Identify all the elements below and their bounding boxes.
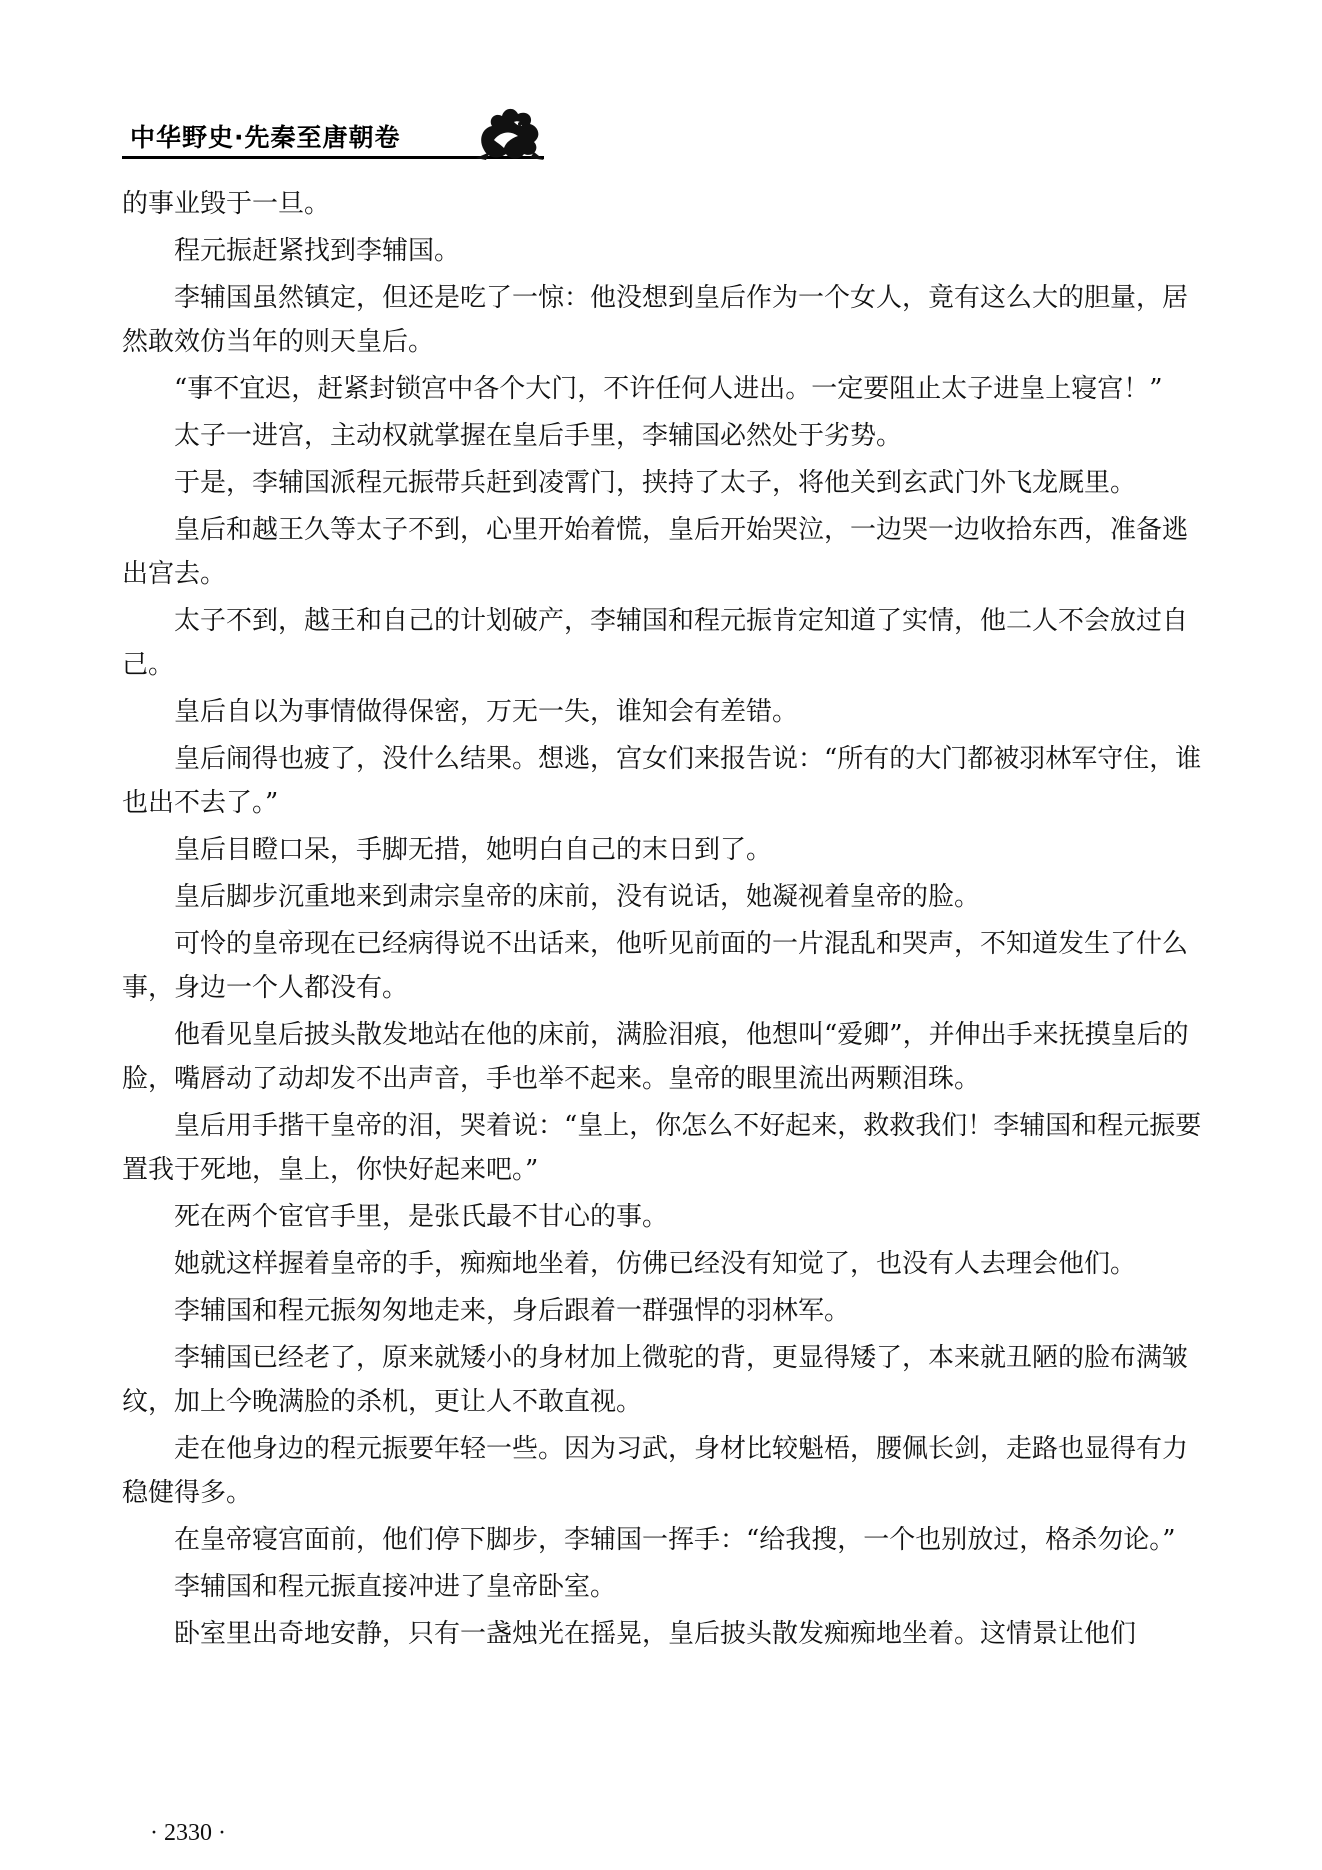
paragraph: 皇后自以为事情做得保密，万无一失，谁知会有差错。	[174, 697, 799, 727]
paragraph: 他看见皇后披头散发地站在他的床前，满脸泪痕，他想叫“爱卿”，并伸出手来抚摸皇后的脸，嘴唇动了动却发不出声音，手也举不起来。皇帝的眼里流出两颗泪珠。	[122, 1020, 1189, 1094]
paragraph: “事不宜迟，赶紧封锁宫中各个大门，不许任何人进出。一定要阻止太子进皇上寝宫！”	[174, 374, 1163, 404]
paragraph: 她就这样握着皇帝的手，痴痴地坐着，仿佛已经没有知觉了，也没有人去理会他们。	[174, 1249, 1137, 1279]
dragon-icon	[470, 100, 550, 166]
paragraph: 皇后闹得也疲了，没什么结果。想逃，宫女们来报告说：“所有的大门都被羽林军守住，谁也出不去了。”	[122, 744, 1202, 818]
paragraph: 的事业毁于一旦。	[122, 189, 331, 219]
body-text	[122, 182, 1212, 1656]
book-title: 中华野史·先秦至唐朝卷	[130, 123, 401, 152]
paragraph: 皇后和越王久等太子不到，心里开始着慌，皇后开始哭泣，一边哭一边收拾东西，准备逃出宫去。	[122, 515, 1189, 589]
paragraph: 皇后目瞪口呆，手脚无措，她明白自己的末日到了。	[174, 835, 773, 865]
paragraph: 死在两个宦官手里，是张氏最不甘心的事。	[174, 1202, 669, 1232]
paragraph: 李辅国虽然镇定，但还是吃了一惊：他没想到皇后作为一个女人，竟有这么大的胆量，居然敢效仿当年的则天皇后。	[122, 283, 1189, 357]
paragraph: 程元振赶紧找到李辅国。	[174, 236, 461, 266]
paragraph: 李辅国和程元振直接冲进了皇帝卧室。	[174, 1572, 617, 1602]
paragraph: 走在他身边的程元振要年轻一些。因为习武，身材比较魁梧，腰佩长剑，走路也显得有力稳健得多。	[122, 1434, 1189, 1508]
paragraph: 太子不到，越王和自己的计划破产，李辅国和程元振肯定知道了实情，他二人不会放过自己。	[122, 606, 1189, 680]
paragraph: 于是，李辅国派程元振带兵赶到凌霄门，挟持了太子，将他关到玄武门外飞龙厩里。	[174, 468, 1137, 498]
paragraph: 太子一进宫，主动权就掌握在皇后手里，李辅国必然处于劣势。	[174, 421, 903, 451]
paragraph: 卧室里出奇地安静，只有一盏烛光在摇晃，皇后披头散发痴痴地坐着。这情景让他们	[174, 1619, 1137, 1649]
paragraph: 皇后用手揩干皇帝的泪，哭着说：“皇上，你怎么不好起来，救救我们！李辅国和程元振要置我于死地，皇上，你快好起来吧。”	[122, 1111, 1202, 1185]
paragraph: 可怜的皇帝现在已经病得说不出话来，他听见前面的一片混乱和哭声，不知道发生了什么事，身边一个人都没有。	[122, 929, 1189, 1003]
paragraph: 在皇帝寝宫面前，他们停下脚步，李辅国一挥手：“给我搜，一个也别放过，格杀勿论。”	[174, 1525, 1176, 1555]
page-number: · 2330 ·	[150, 1820, 226, 1846]
paragraph: 李辅国和程元振匆匆地走来，身后跟着一群强悍的羽林军。	[174, 1296, 851, 1326]
paragraph: 李辅国已经老了，原来就矮小的身材加上微驼的背，更显得矮了，本来就丑陋的脸布满皱纹，加上今晚满脸的杀机，更让人不敢直视。	[122, 1343, 1189, 1417]
paragraph: 皇后脚步沉重地来到肃宗皇帝的床前，没有说话，她凝视着皇帝的脸。	[174, 882, 981, 912]
